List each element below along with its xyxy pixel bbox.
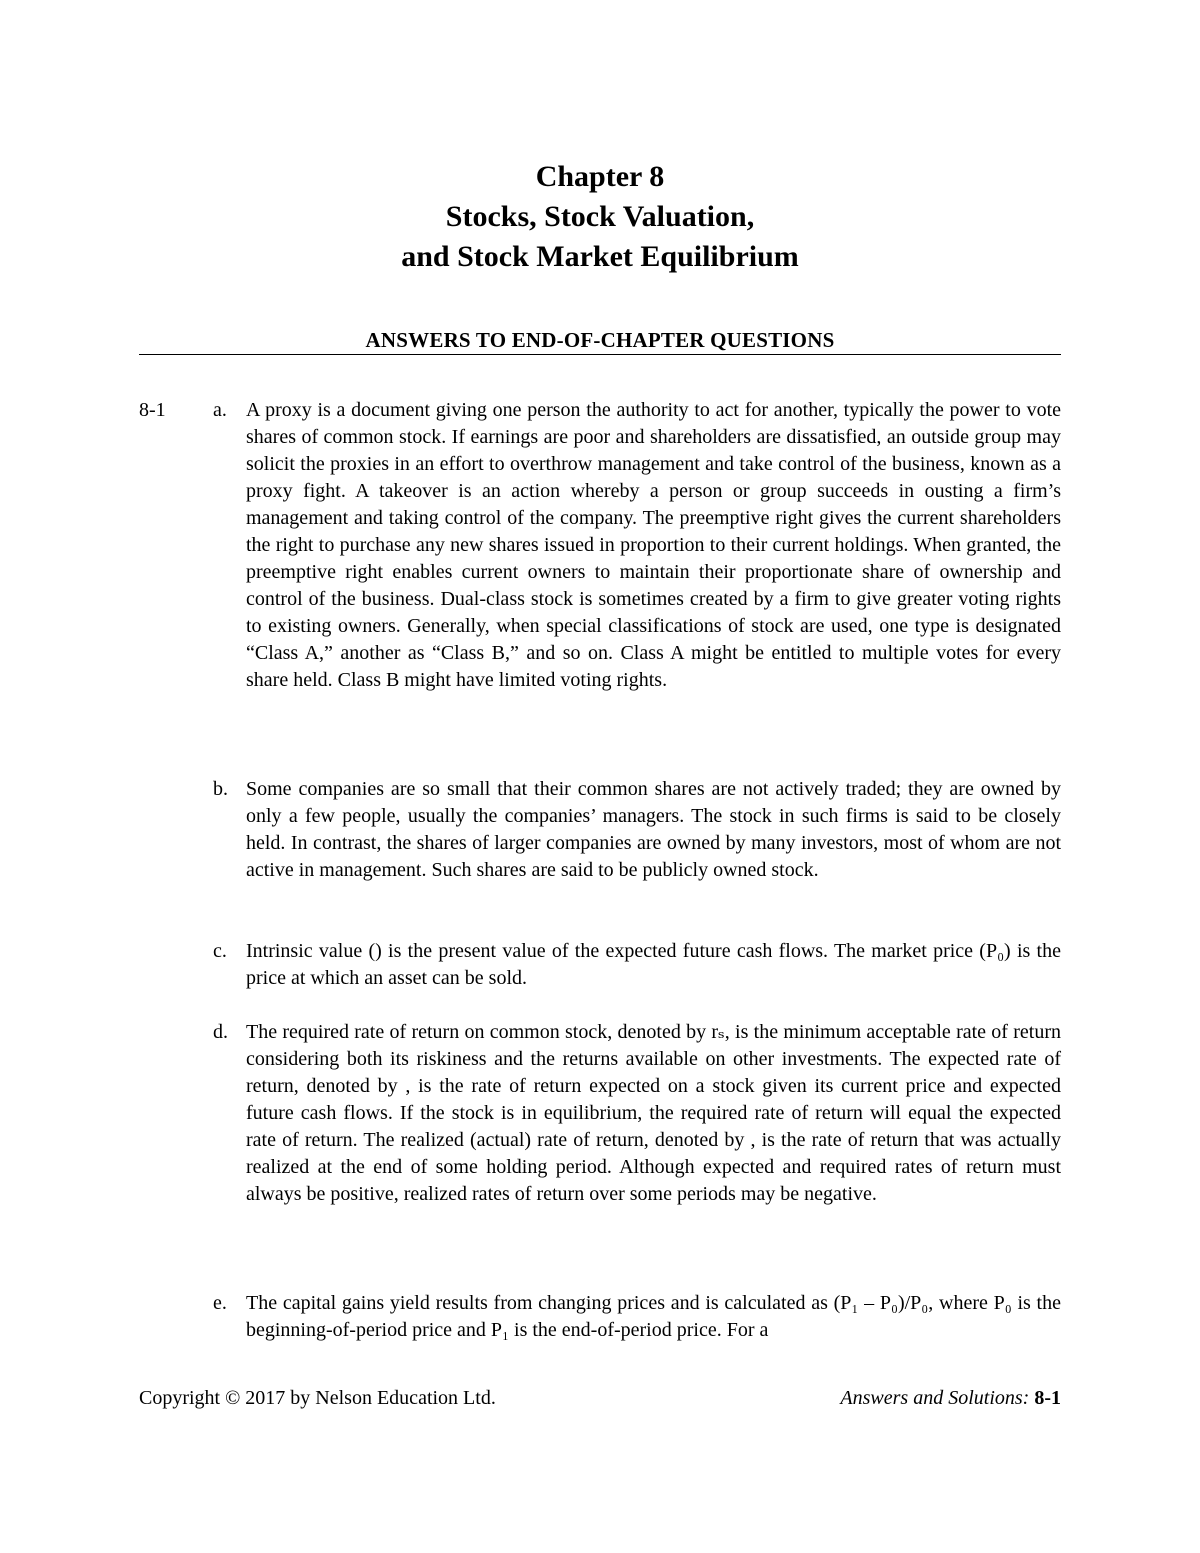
footer-page-number: 8-1 <box>1034 1387 1061 1409</box>
answer-item-a <box>213 397 1061 694</box>
item-letter: e. <box>213 1292 227 1314</box>
footer-copyright: Copyright © 2017 by Nelson Education Ltd. <box>139 1387 496 1409</box>
footer-section-label: Answers and Solutions: <box>840 1387 1030 1409</box>
item-text: The capital gains yield results from changing prices and is calculated as (P₁ – P₀)/P₀, where P₀ is the beginning-of-period price and P₁ is the end-of-period price. For a <box>246 1292 1061 1341</box>
chapter-title-line-1: Stocks, Stock Valuation, <box>445 200 755 233</box>
footer-page-label <box>840 1385 1061 1412</box>
item-text: Some companies are so small that their common shares are not actively traded; they are owned by only a few people, usually the companies’ managers. The stock in such firms is said to be closely held. In contrast, the shares of larger companies are owned by many investors, most of whom are not active in management. Such shares are said to be publicly owned stock. <box>246 778 1061 881</box>
item-letter: b. <box>213 778 228 800</box>
chapter-title-block <box>0 157 1200 277</box>
section-heading: ANSWERS TO END-OF-CHAPTER QUESTIONS <box>365 328 835 352</box>
item-text: Intrinsic value () is the present value of the expected future cash flows. The market price (P₀) is the price at which an asset can be sold. <box>246 940 1061 989</box>
item-letter: a. <box>213 399 227 421</box>
item-text: A proxy is a document giving one person the authority to act for another, typically the power to vote shares of common stock. If earnings are poor and shareholders are dissatisfied, an outside group may solicit the proxies in an effort to overthrow management and take control of the business, known as a proxy fight. A takeover is an action whereby a person or group succeeds in ousting a firm’s management and taking control of the company. The preemptive right gives the current shareholders the right to purchase any new shares issued in proportion to their current holdings. When granted, the preemptive right enables current owners to maintain their proportionate share of ownership and control of the business. Dual-class stock is sometimes created by a firm to give greater voting rights to existing owners. Generally, when special classifications of stock are used, one type is designated “Class A,” another as “Class B,” and so on. Class A might be entitled to multiple votes for every share held. Class B might have limited voting rights. <box>246 399 1061 691</box>
answer-item-c <box>213 938 1061 992</box>
answer-item-e <box>213 1290 1061 1344</box>
chapter-title-line-2: and Stock Market Equilibrium <box>401 240 799 273</box>
item-text: The required rate of return on common stock, denoted by rₛ, is the minimum acceptable rate of return considering both its riskiness and the returns available on other investments. The expected rate of return, denoted by , is the rate of return expected on a stock given its current price and expected future cash flows. If the stock is in equilibrium, the required rate of return will equal the expected rate of return. The realized (actual) rate of return, denoted by , is the rate of return that was actually realized at the end of some holding period. Although expected and required rates of return must always be positive, realized rates of return over some periods may be negative. <box>246 1021 1061 1205</box>
item-letter: c. <box>213 940 227 962</box>
answer-item-d <box>213 1019 1061 1208</box>
question-number: 8-1 <box>139 399 166 421</box>
answer-item-b <box>213 776 1061 884</box>
item-letter: d. <box>213 1021 228 1043</box>
chapter-number: Chapter 8 <box>535 160 665 193</box>
heading-divider <box>139 354 1061 355</box>
